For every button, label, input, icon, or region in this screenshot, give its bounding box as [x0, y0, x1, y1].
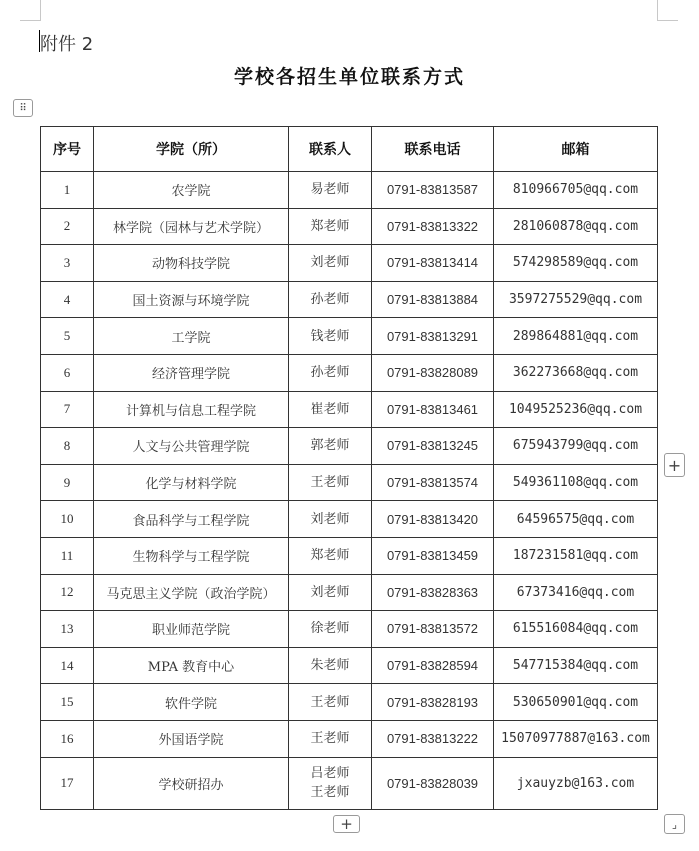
cell-phone[interactable]: 0791-83813574: [372, 464, 494, 501]
cell-index[interactable]: 17: [41, 757, 94, 809]
cell-index[interactable]: 13: [41, 611, 94, 648]
contact-name: 徐老师: [310, 621, 350, 637]
cell-contact[interactable]: [289, 501, 372, 538]
table-row: [41, 720, 658, 757]
cell-contact[interactable]: [289, 281, 372, 318]
cell-contact[interactable]: [289, 611, 372, 648]
table-row: [41, 501, 658, 538]
cell-college[interactable]: 马克思主义学院（政治学院）: [94, 574, 289, 611]
cell-phone[interactable]: 0791-83828363: [372, 574, 494, 611]
cell-email[interactable]: 547715384@qq.com: [494, 647, 658, 684]
contact-name: 王老师: [310, 475, 350, 491]
contact-name: 易老师: [310, 182, 350, 198]
contact-name: 朱老师: [310, 658, 350, 674]
contact-name: 孙老师: [310, 365, 350, 381]
cell-contact[interactable]: [289, 245, 372, 282]
cell-email[interactable]: 530650901@qq.com: [494, 684, 658, 721]
add-row-button[interactable]: [333, 815, 360, 833]
cell-college[interactable]: 外国语学院: [94, 720, 289, 757]
cell-college[interactable]: 人文与公共管理学院: [94, 428, 289, 465]
cell-college[interactable]: 生物科学与工程学院: [94, 537, 289, 574]
cell-email[interactable]: 15070977887@163.com: [494, 720, 658, 757]
cell-contact[interactable]: [289, 684, 372, 721]
cell-college[interactable]: 学校研招办: [94, 757, 289, 809]
table-row: [41, 611, 658, 648]
cell-index[interactable]: 10: [41, 501, 94, 538]
cell-email[interactable]: 1049525236@qq.com: [494, 391, 658, 428]
header-contact[interactable]: 联系人: [289, 127, 372, 172]
cell-phone[interactable]: 0791-83813245: [372, 428, 494, 465]
cell-index[interactable]: 4: [41, 281, 94, 318]
cell-email[interactable]: 675943799@qq.com: [494, 428, 658, 465]
table-row: [41, 574, 658, 611]
cell-phone[interactable]: 0791-83813420: [372, 501, 494, 538]
corner-resize-icon: ⌟: [671, 817, 678, 831]
table-row: [41, 245, 658, 282]
document-title[interactable]: 学校各招生单位联系方式: [233, 66, 465, 88]
contact-name: 王老师: [310, 694, 350, 710]
cell-email[interactable]: 362273668@qq.com: [494, 354, 658, 391]
cell-contact[interactable]: [289, 464, 372, 501]
cell-contact[interactable]: [289, 574, 372, 611]
cell-index[interactable]: 2: [41, 208, 94, 245]
cell-index[interactable]: 8: [41, 428, 94, 465]
table-row: [41, 391, 658, 428]
contact-name: 王老师: [310, 731, 350, 747]
cell-email[interactable]: 64596575@qq.com: [494, 501, 658, 538]
cell-email[interactable]: 574298589@qq.com: [494, 245, 658, 282]
cell-email[interactable]: 615516084@qq.com: [494, 611, 658, 648]
header-index[interactable]: 序号: [41, 127, 94, 172]
cell-college[interactable]: 软件学院: [94, 684, 289, 721]
contact-name: 刘老师: [310, 511, 350, 527]
header-college[interactable]: 学院（所）: [94, 127, 289, 172]
contact-name: 郭老师: [310, 438, 350, 454]
grip-dots-icon: ⠿: [19, 102, 27, 114]
cell-phone[interactable]: 0791-83813222: [372, 720, 494, 757]
contact-name: 郑老师: [310, 218, 350, 234]
table-row: [41, 464, 658, 501]
cell-college[interactable]: 化学与材料学院: [94, 464, 289, 501]
cell-index[interactable]: 15: [41, 684, 94, 721]
cell-college[interactable]: 国土资源与环境学院: [94, 281, 289, 318]
table-header-row: [41, 127, 658, 172]
cell-college[interactable]: 计算机与信息工程学院: [94, 391, 289, 428]
cell-email[interactable]: 810966705@qq.com: [494, 172, 658, 209]
cell-contact[interactable]: [289, 720, 372, 757]
table-row: [41, 172, 658, 209]
cell-index[interactable]: 16: [41, 720, 94, 757]
cell-index[interactable]: 12: [41, 574, 94, 611]
cell-phone[interactable]: 0791-83813414: [372, 245, 494, 282]
contact-name: 郑老师: [310, 548, 350, 564]
table-row: [41, 537, 658, 574]
cell-phone[interactable]: 0791-83813572: [372, 611, 494, 648]
cell-index[interactable]: 1: [41, 172, 94, 209]
cell-phone[interactable]: 0791-83813459: [372, 537, 494, 574]
table-row: [41, 684, 658, 721]
cell-college[interactable]: 动物科技学院: [94, 245, 289, 282]
cell-index[interactable]: 14: [41, 647, 94, 684]
plus-icon: +: [667, 455, 682, 475]
cell-phone[interactable]: 0791-83813291: [372, 318, 494, 355]
cell-email[interactable]: 289864881@qq.com: [494, 318, 658, 355]
cell-index[interactable]: 7: [41, 391, 94, 428]
cell-contact[interactable]: [289, 318, 372, 355]
cell-phone[interactable]: 0791-83813884: [372, 281, 494, 318]
cell-college[interactable]: 工学院: [94, 318, 289, 355]
table-row: [41, 757, 658, 809]
cell-email[interactable]: jxauyzb@163.com: [494, 757, 658, 809]
cell-email[interactable]: 67373416@qq.com: [494, 574, 658, 611]
cell-email[interactable]: 281060878@qq.com: [494, 208, 658, 245]
table-resize-handle[interactable]: [664, 814, 685, 834]
table-row: [41, 428, 658, 465]
cell-index[interactable]: 5: [41, 318, 94, 355]
table-row: [41, 354, 658, 391]
cell-contact[interactable]: [289, 537, 372, 574]
cell-college[interactable]: 经济管理学院: [94, 354, 289, 391]
cell-phone[interactable]: 0791-83828089: [372, 354, 494, 391]
cell-contact[interactable]: [289, 208, 372, 245]
table-row: [41, 208, 658, 245]
cell-contact[interactable]: [289, 391, 372, 428]
cell-contact[interactable]: [289, 354, 372, 391]
cell-contact[interactable]: [289, 757, 372, 809]
table-row: [41, 318, 658, 355]
cell-college[interactable]: 农学院: [94, 172, 289, 209]
cell-email[interactable]: 3597275529@qq.com: [494, 281, 658, 318]
contact-name: 孙老师: [310, 292, 350, 308]
cell-index[interactable]: 9: [41, 464, 94, 501]
contact-name: 崔老师: [310, 401, 350, 417]
header-email[interactable]: 邮箱: [494, 127, 658, 172]
page-corner-mark-top-right: [657, 0, 678, 21]
cell-contact[interactable]: [289, 428, 372, 465]
cell-phone[interactable]: 0791-83813587: [372, 172, 494, 209]
cell-index[interactable]: 11: [41, 537, 94, 574]
contact-name: 吕老师: [310, 766, 350, 781]
cell-phone[interactable]: 0791-83828193: [372, 684, 494, 721]
cell-phone[interactable]: 0791-83828594: [372, 647, 494, 684]
cell-college[interactable]: MPA 教育中心: [94, 647, 289, 684]
contact-name: 刘老师: [310, 584, 350, 600]
cell-college[interactable]: 林学院（园林与艺术学院）: [94, 208, 289, 245]
plus-icon: +: [340, 815, 353, 833]
cell-contact[interactable]: [289, 647, 372, 684]
attachment-label[interactable]: 附件 2: [40, 34, 94, 55]
table-move-handle[interactable]: [13, 99, 33, 117]
page-corner-mark-top-left: [20, 0, 41, 21]
cell-phone[interactable]: 0791-83813322: [372, 208, 494, 245]
cell-email[interactable]: 187231581@qq.com: [494, 537, 658, 574]
contact-table: [40, 126, 658, 810]
cell-index[interactable]: 3: [41, 245, 94, 282]
cell-email[interactable]: 549361108@qq.com: [494, 464, 658, 501]
contact-name: 刘老师: [310, 255, 350, 271]
add-column-button[interactable]: [664, 453, 685, 477]
cell-phone[interactable]: 0791-83813461: [372, 391, 494, 428]
contact-name: 钱老师: [310, 328, 350, 344]
header-phone[interactable]: 联系电话: [372, 127, 494, 172]
cell-college[interactable]: 职业师范学院: [94, 611, 289, 648]
table-row: [41, 281, 658, 318]
cell-phone[interactable]: 0791-83828039: [372, 757, 494, 809]
table-row: [41, 647, 658, 684]
cell-index[interactable]: 6: [41, 354, 94, 391]
cell-college[interactable]: 食品科学与工程学院: [94, 501, 289, 538]
contact-name: 王老师: [310, 785, 350, 800]
cell-contact[interactable]: [289, 172, 372, 209]
